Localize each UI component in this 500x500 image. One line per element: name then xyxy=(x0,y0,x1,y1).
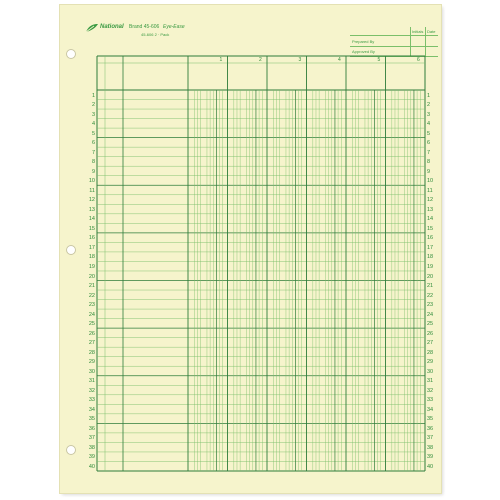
row-number-right: 22 xyxy=(427,292,434,299)
row-number-left: 15 xyxy=(88,225,95,232)
column-number: 2 xyxy=(259,57,262,63)
row-number-left: 27 xyxy=(88,340,95,347)
row-number-right: 12 xyxy=(427,197,434,204)
column-number: 1 xyxy=(219,57,223,63)
row-number-left: 32 xyxy=(88,387,95,394)
row-number-right: 28 xyxy=(427,349,434,356)
row-number-left: 23 xyxy=(88,302,95,309)
row-number-right: 35 xyxy=(427,416,434,423)
row-number-left: 20 xyxy=(88,273,95,280)
row-number-left: 13 xyxy=(88,206,95,213)
prepared-by-label: Prepared By xyxy=(352,39,375,44)
row-number-left: 22 xyxy=(88,292,95,299)
row-number-left: 12 xyxy=(88,197,95,204)
row-number-left: 18 xyxy=(88,254,95,261)
row-number-left: 24 xyxy=(88,311,95,318)
row-number-left: 11 xyxy=(89,187,95,194)
row-number-right: 24 xyxy=(427,311,434,318)
row-number-left: 39 xyxy=(88,454,95,461)
column-number: 5 xyxy=(377,57,381,63)
row-number-right: 10 xyxy=(427,178,434,185)
row-number-right: 33 xyxy=(427,397,434,404)
row-number-left: 9 xyxy=(91,168,95,175)
row-number-left: 10 xyxy=(88,178,95,185)
row-number-right: 20 xyxy=(427,273,434,280)
row-number-right: 2 xyxy=(427,102,431,109)
row-number-left: 19 xyxy=(88,263,95,270)
brand-feature: Eye-Ease xyxy=(163,24,185,30)
row-number-right: 16 xyxy=(427,235,434,242)
row-number-left: 8 xyxy=(91,159,95,166)
row-number-left: 21 xyxy=(88,283,95,290)
initials-label: Initials xyxy=(412,29,424,34)
row-number-right: 7 xyxy=(427,149,431,156)
row-number-left: 16 xyxy=(88,235,95,242)
brand-name: National xyxy=(100,24,124,30)
ledger-grid xyxy=(60,5,441,493)
row-number-right: 4 xyxy=(427,121,431,128)
row-number-right: 40 xyxy=(427,464,434,470)
row-number-left: 28 xyxy=(88,349,95,356)
row-number-left: 3 xyxy=(91,111,95,118)
date-label: Date xyxy=(427,29,436,34)
row-number-right: 29 xyxy=(427,359,434,366)
row-number-left: 34 xyxy=(88,406,95,413)
row-number-right: 39 xyxy=(427,454,434,461)
row-number-right: 30 xyxy=(427,368,434,375)
row-number-right: 13 xyxy=(427,206,434,213)
column-number: 6 xyxy=(417,57,420,63)
row-number-left: 35 xyxy=(88,416,95,423)
row-number-right: 26 xyxy=(427,330,434,337)
row-number-right: 34 xyxy=(427,406,434,413)
row-number-left: 25 xyxy=(88,321,95,328)
row-number-left: 40 xyxy=(88,464,95,470)
row-number-left: 31 xyxy=(88,378,95,385)
row-number-left: 1 xyxy=(91,92,95,99)
approved-by-label: Approved By xyxy=(352,49,375,54)
row-number-right: 32 xyxy=(427,387,434,394)
row-number-right: 23 xyxy=(427,302,434,309)
row-number-left: 38 xyxy=(88,444,95,451)
row-number-right: 11 xyxy=(427,187,433,194)
row-number-left: 29 xyxy=(88,359,95,366)
row-number-left: 2 xyxy=(91,102,95,109)
row-number-right: 17 xyxy=(427,244,434,251)
column-number: 4 xyxy=(338,57,341,63)
brand-part-number: Brand 45-606 xyxy=(129,24,160,30)
row-number-left: 17 xyxy=(88,244,95,251)
row-number-right: 15 xyxy=(427,225,434,232)
row-number-right: 37 xyxy=(427,435,434,442)
row-number-left: 30 xyxy=(88,368,95,375)
row-number-left: 4 xyxy=(91,121,95,128)
row-number-left: 26 xyxy=(88,330,95,337)
row-number-right: 19 xyxy=(427,263,434,270)
row-number-right: 8 xyxy=(427,159,431,166)
row-number-right: 1 xyxy=(427,92,431,99)
row-number-left: 7 xyxy=(91,149,95,156)
row-number-left: 14 xyxy=(88,216,95,223)
row-number-right: 25 xyxy=(427,321,434,328)
row-number-left: 33 xyxy=(88,397,95,404)
row-number-right: 5 xyxy=(427,130,431,137)
row-number-right: 27 xyxy=(427,340,434,347)
row-number-right: 18 xyxy=(427,254,434,261)
row-number-right: 31 xyxy=(427,378,434,385)
brand-sub-line: 45-606 2 · Pack xyxy=(141,32,170,37)
row-number-left: 37 xyxy=(88,435,95,442)
row-number-right: 9 xyxy=(427,168,431,175)
row-number-right: 3 xyxy=(427,111,431,118)
row-number-right: 38 xyxy=(427,444,434,451)
ledger-sheet xyxy=(60,5,441,493)
row-number-left: 36 xyxy=(88,425,95,432)
row-number-right: 14 xyxy=(427,216,434,223)
row-number-left: 6 xyxy=(91,140,95,147)
row-number-right: 36 xyxy=(427,425,434,432)
row-number-left: 5 xyxy=(91,130,95,137)
column-number: 3 xyxy=(298,57,302,63)
row-number-right: 6 xyxy=(427,140,431,147)
row-number-right: 21 xyxy=(427,283,434,290)
